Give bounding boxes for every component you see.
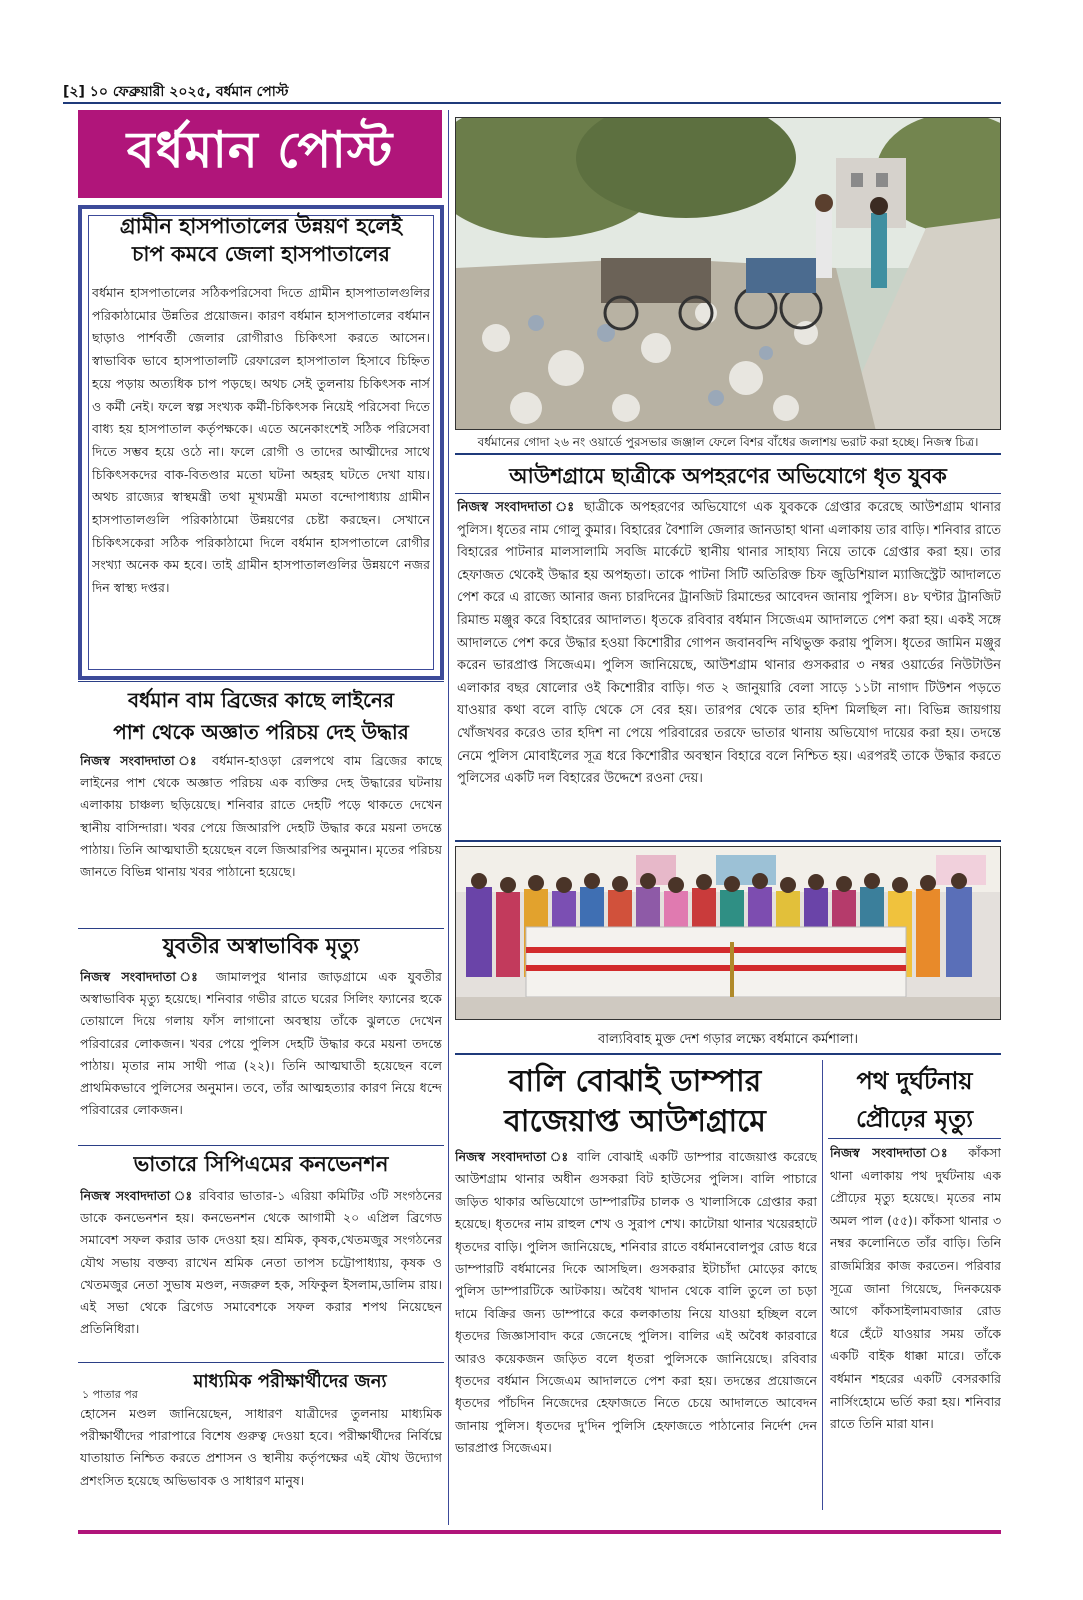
- story-dumper-body: [455, 1146, 817, 1508]
- headline-line: প্রৌঢ়ের মৃত্যু: [855, 1105, 974, 1133]
- workshop-photo-illustration: [456, 847, 1001, 1020]
- story-exam-jump: ১ পাতার পর: [82, 1388, 138, 1401]
- story-death-body: [80, 966, 442, 1144]
- rule: [455, 453, 1001, 455]
- story-hospital-headline: [90, 212, 432, 269]
- column-separator: [448, 110, 449, 1525]
- dateline: নিজস্ব সংবাদদাতা ঃ: [457, 500, 578, 515]
- story-death-headline: যুবতীর অস্বাভাবিক মৃত্যু: [162, 934, 360, 958]
- photo-workshop: [455, 846, 1001, 1020]
- photo-garbage-dump: [455, 117, 1001, 430]
- dateline: নিজস্ব সংবাদদাতা ঃ: [80, 1188, 194, 1203]
- rule: [78, 1145, 444, 1146]
- rule: [78, 928, 444, 929]
- garbage-photo-illustration: [456, 118, 1001, 430]
- story-text: রবিবার ভাতার-১ এরিয়া কমিটির ৩টি সংগঠনের ডাকে কনভেনশন হয়। কনভেনশন থেকে আগামী ২০ এপ্রিল ব্রিগেড সমাবেশ সফল করার ডাক দেওয়া হয়। শ্রমিক, কৃষক,খেতমজুর সংগঠনের যৌথ সভায় বক্তব্য রাখেন শ্রমিক নেতা তাপস চট্টোপাধ্যায়, কৃষক ও খেতমজুর নেতা সুভাষ মণ্ডল, নজরুল হক, সফিকুল ইসলাম,ডালিম রায়। এই সভা থেকে ব্রিগেড সমাবেশকে সফল করার শপথ নিয়েছেন প্রতিনিধিরা।: [80, 1188, 442, 1337]
- story-cpm-headline: ভাতারে সিপিএমের কনভেনশন: [133, 1152, 389, 1176]
- rule: [78, 1362, 444, 1363]
- masthead: বর্ধমান পোস্ট: [78, 110, 442, 198]
- headline-line: পাশ থেকে অজ্ঞাত পরিচয় দেহ উদ্ধার: [113, 720, 409, 744]
- headline-line: চাপ কমবে জেলা হাসপাতালের: [132, 242, 390, 267]
- headline-line: বাজেয়াপ্ত আউশগ্রামে: [504, 1104, 766, 1139]
- story-dumper-headline: [455, 1062, 815, 1142]
- story-body-found-headline: [78, 684, 444, 748]
- story-cpm-body: [80, 1185, 442, 1341]
- page-folio: [২] ১০ ফেব্রুয়ারী ২০২৫, বর্ধমান পোস্ট: [63, 84, 289, 100]
- photo-workshop-caption: বাল্যবিবাহ মুক্ত দেশ গড়ার লক্ষ্যে বর্ধমানে কর্মশালা।: [598, 1032, 858, 1047]
- headline-line: বালি বোঝাই ডাম্পার: [508, 1064, 762, 1099]
- column-separator: [822, 1060, 823, 1510]
- story-text: জামালপুর থানার জাড়গ্রামে এক যুবতীর অস্বাভাবিক মৃত্যু হয়েছে। শনিবার গভীর রাতে ঘরের সিলিং ফ্যানের হুকে তোয়ালে দিয়ে গলায় ফাঁস লাগানো অবস্থায় তাঁকে ঝুলতে দেখেন পরিবারের লোকজন। খবর পেয়ে পুলিস দেহটি উদ্ধার করে ময়না তদন্তে পাঠায়। মৃতার নাম সাথী পাত্র (২২)। তিনি আত্মঘাতী হয়েছেন বলে প্রাথমিকভাবে পুলিসের অনুমান। তবে, তাঁর আত্মহত্যার কারণ নিয়ে ধন্দে পরিবারের লোকজন।: [80, 969, 442, 1118]
- top-rule: [63, 102, 1001, 104]
- story-exam-body: হোসেন মণ্ডল জানিয়েছেন, সাধারণ যাত্রীদের তুলনায় মাধ্যমিক পরীক্ষার্থীদের পারাপারে বিশেষ গুরুত্ব দেওয়া হবে। পরীক্ষার্থীদের নির্বিঘ্নে যাতায়াত নিশ্চিত করতে প্রশাসন ও স্থানীয় কর্তৃপক্ষের এই যৌথ উদ্যোগ প্রশংসিত হয়েছে অভিভাবক ও সাধারণ মানুষ।: [80, 1406, 442, 1488]
- dateline: নিজস্ব সংবাদদাতা ঃ: [80, 753, 203, 768]
- story-hospital-body: বর্ধমান হাসপাতালের সঠিকপরিসেবা দিতে গ্রামীন হাসপাতালগুলির পরিকাঠামোর উন্নতির প্রয়োজন। কারণ বর্ধমান হাসপাতালের বর্ধমান ছাড়াও পার্শবর্তী জেলার রোগীরাও চিকিৎসা করতে আসেন। স্বাভাবিক ভাবে হাসপাতালটি রেফারেল হাসপাতাল হিসাবে চিহ্নিত হয়ে পড়ায় অত্যধিক চাপ পড়ছে। অথচ সেই তুলনায় চিকিৎসক নার্স ও কর্মী নেই। ফলে স্বল্প সংখ্যক কর্মী-চিকিৎসক নিয়েই পরিসেবা দিতে বাধ্য হয় হাসপাতাল কর্তৃপক্ষকে। এতে অনেকাংশেই সঠিক পরিসেবা দিতে সম্ভব হয়ে ওঠে না। ফলে রোগী ও তাদের আত্মীদের সাথে চিকিৎসকদের বাক-বিতণ্ডার মতো ঘটনা অহরহ ঘটতে দেখা যায়। অথচ রাজ্যের স্বাস্থমন্ত্রী তথা মূখ্যমন্ত্রী মমতা বন্দোপাধ্যায় গ্রামীন হাসপাতালগুলি পরিকাঠামো উন্নয়ণের চেষ্টা করছেন। সেখানে চিকিৎসকেরা সঠিক পরিকাঠামো দিলে বর্ধমান হাসপাতালে রোগীর সংখ্যা অনেক কম হবে। তাই গ্রামীন হাসপাতালগুলির উন্নয়ণে নজর দিন স্বাস্থ্য দপ্তর।: [92, 285, 430, 596]
- story-abduction-body: [457, 497, 1001, 837]
- story-text: ছাত্রীকে অপহরণের অভিযোগে এক যুবককে গ্রেপ্তার করেছে আউশগ্রাম থানার পুলিস। ধৃতের নাম গোলু কুমার। বিহারের বৈশালি জেলার জানডাহা থানা এলাকায় তার বাড়ি। শনিবার রাতে বিহারের পাটনার মালসালামি সবজি মার্কেটে স্থানীয় থানার সাহায্য নিয়ে তাকে গ্রেপ্তার করা হয়। তার হেফাজত থেকেই উদ্ধার হয় অপহৃতা। তাকে পাটনা সিটি অতিরিক্ত চিফ জুডিশিয়াল ম্যাজিস্ট্রেট আদালতে পেশ করে এ রাজ্যে আনার জন্য চারদিনের ট্রানজিট রিমান্ডের আবেদন জানায় পুলিস। ৪৮ ঘণ্টার ট্রানজিট রিমান্ড মঞ্জুর করে বিহারের আদালত। ধৃতকে রবিবার বর্ধমান সিজেএম আদালতে পেশ করা হয়। একই সঙ্গে আদালতে পেশ করে উদ্ধার হওয়া কিশোরীর গোপন জবানবন্দি নথিভুক্ত করায় পুলিস। ধৃতের জামিন মঞ্জুর করেন ভারপ্রাপ্ত সিজেএম। পুলিস জানিয়েছে, আউশগ্রাম থানার গুসকরার ৩ নম্বর ওয়ার্ডের নিউটাউন এলাকার বছর ষোলোর ওই কিশোরীর বাড়ি। গত ২ জানুয়ারি বেলা সাড়ে ১১টা নাগাদ টিউশন পড়তে যাওয়ার কথা বলে বাড়ি থেকে সে বের হয়। তারপর থেকে তার হদিশ মিলছিল না। বিভিন্ন জায়গায় খোঁজখবর করেও তার হদিশ না পেয়ে পরিবারের তরফে ভাতার থানায় অভিযোগ দায়ের করা হয়। তদন্তে নেমে পুলিস মোবাইলের সূত্র ধরে কিশোরীর অবস্থান বিহারে বলে নিশ্চিত হয়। এরপরই তাকে উদ্ধার করতে পুলিসের একটি দল বিহারের উদ্দেশে রওনা দেয়।: [457, 500, 1001, 787]
- dateline: নিজস্ব সংবাদদাতা ঃ: [455, 1149, 571, 1164]
- headline-line: পথ দুর্ঘটনায়: [856, 1067, 973, 1095]
- rule: [455, 493, 1001, 494]
- rule: [78, 681, 444, 682]
- headline-line: গ্রামীন হাসপাতালের উন্নয়ণ হলেই: [119, 214, 403, 238]
- story-exam-headline: মাধ্যমিক পরীক্ষার্থীদের জন্য: [193, 1371, 387, 1392]
- photo-garbage-caption: বর্ধমানের গোদা ২৬ নং ওয়ার্ডে পুরসভার জঞ্জাল ফেলে বিশর বাঁধের জলাশয় ভরাট করা হচ্ছে। নিজস্ব চিত্র।: [477, 435, 979, 449]
- headline-line: বর্ধমান বাম ব্রিজের কাছে লাইনের: [128, 688, 394, 712]
- story-text: বর্ধমান-হাওড়া রেলপথে বাম ব্রিজের কাছে লাইনের পাশ থেকে অজ্ঞাত পরিচয় এক ব্যক্তির দেহ উদ্ধারের ঘটনায় এলাকায় চাঞ্চল্য ছড়িয়েছে। শনিবার রাতে দেহটি পড়ে থাকতে দেখেন স্থানীয় বাসিন্দারা। খবর পেয়ে জিআরপি দেহটি উদ্ধার করে ময়না তদন্তে পাঠায়। তিনি আত্মঘাতী হয়েছেন বলে জিআরপির অনুমান। মৃতের পরিচয় জানতে বিভিন্ন থানায় খবর পাঠানো হয়েছে।: [80, 753, 442, 880]
- story-body-found-body: [80, 750, 442, 926]
- story-accident-body: [830, 1142, 1001, 1508]
- story-text: বালি বোঝাই একটি ডাম্পার বাজেয়াপ্ত করেছে আউশগ্রাম থানার অধীন গুসকরা বিট হাউসের পুলিস। বালি পাচারে জড়িত থাকার অভিযোগে ডাম্পারটির চালক ও খালাসিকে গ্রেপ্তার করা হয়েছে। ধৃতদের নাম রাহুল শেখ ও সুরাপ শেখ। কাটোয়া থানার খয়েরহাটে ধৃতদের বাড়ি। পুলিস জানিয়েছে, শনিবার রাতে বর্ধমানবোলপুর রোড ধরে ডাম্পারটি বর্ধমানের দিকে আসছিল। গুসকরার ইটাচাঁদা মোড়ের কাছে পুলিস ডাম্পারটিকে আটকায়। অবৈধ খাদান থেকে বালি তুলে তা চড়া দামে বিক্রির জন্য ডাম্পারে করে কলকাতায় নিয়ে যাওয়া হচ্ছিল বলে ধৃতদের জিজ্ঞাসাবাদ করে জেনেছে পুলিস। বালির এই অবৈধ কারবারে আরও কয়েকজন জড়িত বলে ধৃতরা পুলিসকে জানিয়েছে। রবিবার ধৃতদের বর্ধমান সিজেএম আদালতে পেশ করা হয়। তদন্তের প্রয়োজনে ধৃতদের পাঁচদিন নিজেদের হেফাজতে নিতে চেয়ে আদালতে আবেদন জানায় পুলিস। ধৃতদের দু'দিন পুলিসি হেফাজতে পাঠানোর নির্দেশ দেন ভারপ্রাপ্ত সিজেএম।: [455, 1149, 817, 1456]
- bottom-rule: [78, 1530, 1001, 1534]
- story-accident-headline: [828, 1062, 1001, 1138]
- dateline: নিজস্ব সংবাদদাতা ঃ: [80, 969, 205, 984]
- rule: [828, 1138, 1001, 1139]
- story-text: কাঁকসা থানা এলাকায় পথ দুর্ঘটনায় এক প্রৌঢ়ের মৃত্যু হয়েছে। মৃতের নাম অমল পাল (৫৫)। কাঁকসা থানার ৩ নম্বর কলোনিতে তাঁর বাড়ি। তিনি রাজমিস্ত্রির কাজ করতেন। পরিবার সূত্রে জানা গিয়েছে, দিনকয়েক আগে কাঁকসাইলামবাজার রোড ধরে হেঁটে যাওয়ার সময় তাঁকে একটি বাইক ধাক্কা মারে। তাঁকে বর্ধমান শহরের একটি বেসরকারি নার্সিংহোমে ভর্তি করা হয়। শনিবার রাতে তিনি মারা যান।: [830, 1145, 1001, 1432]
- dateline: নিজস্ব সংবাদদাতা ঃ: [830, 1145, 956, 1160]
- rule: [455, 1053, 1001, 1055]
- story-abduction-headline: আউশগ্রামে ছাত্রীকে অপহরণের অভিযোগে ধৃত যুবক: [509, 464, 947, 488]
- rule: [455, 840, 1001, 842]
